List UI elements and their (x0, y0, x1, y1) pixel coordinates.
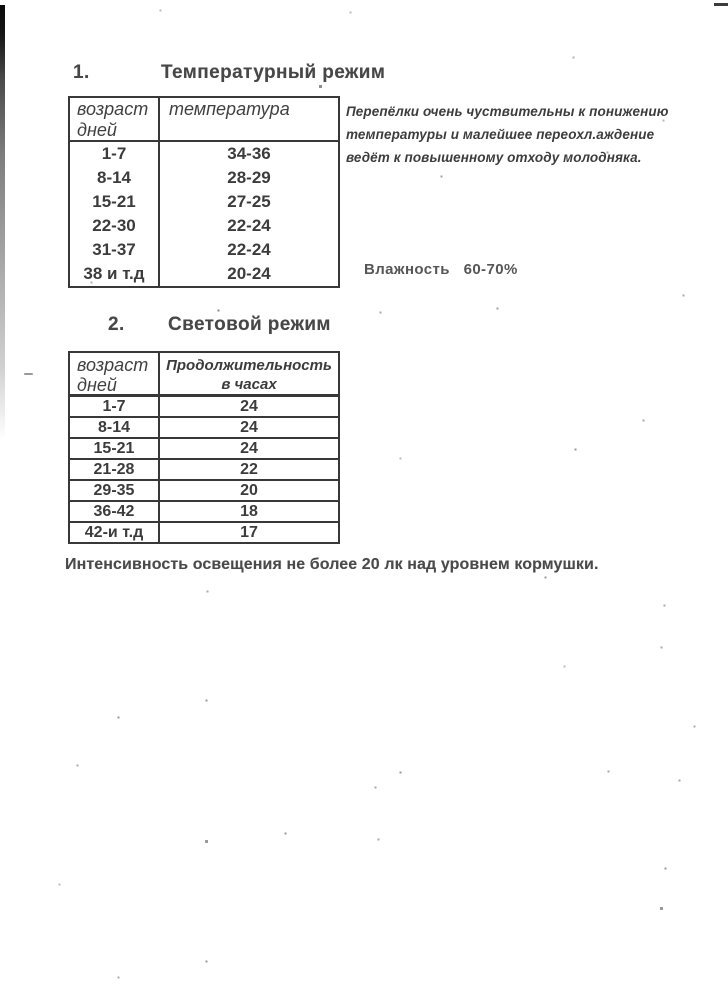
table-row (70, 502, 338, 523)
table-row (70, 166, 338, 190)
hours-cell: 20 (240, 482, 258, 499)
table-row (70, 460, 338, 481)
header-age-line2: дней (77, 120, 117, 140)
table-row (70, 439, 338, 460)
header-age-line1: возраст (77, 355, 149, 375)
hours-cell: 17 (240, 524, 258, 541)
hours-cell: 24 (240, 398, 258, 415)
quail-sensitivity-note (346, 100, 669, 169)
header-age-line1: возраст (77, 99, 149, 119)
table-row (70, 481, 338, 502)
scan-dash-artifact (714, 3, 728, 6)
age-cell: 31-37 (70, 238, 160, 262)
age-cell: 8-14 (70, 418, 160, 437)
hours-cell: 24 (240, 440, 258, 457)
header-duration-line1: Продолжительность (166, 357, 332, 374)
header-age-line2: дней (77, 375, 117, 395)
header-temp-label: температура (169, 99, 290, 119)
age-cell: 22-30 (70, 214, 160, 238)
table-row (70, 190, 338, 214)
hours-cell: 22 (240, 461, 258, 478)
table-row (70, 238, 338, 262)
temp-cell: 22-24 (227, 240, 271, 259)
section-1-title: Температурный режим (161, 62, 386, 83)
section-2-number: 2. (108, 314, 125, 335)
temperature-table-header-temp (160, 98, 338, 140)
light-table-header-duration (160, 353, 338, 394)
temp-cell: 22-24 (227, 216, 271, 235)
section-2-heading (0, 314, 728, 336)
age-cell: 1-7 (70, 142, 160, 166)
intensity-note: Интенсивность освещения не более 20 лк над уровнем кормушки. (65, 556, 599, 573)
age-cell: 38 и т.д (70, 262, 160, 286)
age-cell: 8-14 (70, 166, 160, 190)
temperature-table-header-row (70, 98, 338, 142)
scan-noise-speckles (0, 0, 1, 1)
light-table-header-row (70, 353, 338, 397)
note-line: ведёт к повышенному отходу молодняка. (346, 150, 642, 165)
age-cell: 15-21 (70, 439, 160, 458)
temp-cell: 28-29 (227, 168, 271, 187)
table-row (70, 262, 338, 286)
hours-cell: 18 (240, 503, 258, 520)
light-table-header-age (70, 353, 160, 394)
temperature-table-header-age (70, 98, 160, 140)
note-line: Перепёлки очень чуствительны к понижению (346, 104, 669, 119)
note-line: температуры и малейшее переохл.аждение (346, 127, 655, 142)
section-2-title: Световой режим (168, 314, 331, 335)
age-cell: 29-35 (70, 481, 160, 500)
temp-cell: 27-25 (227, 192, 271, 211)
age-cell: 21-28 (70, 460, 160, 479)
temp-cell: 20-24 (227, 264, 271, 283)
age-cell: 36-42 (70, 502, 160, 521)
table-row (70, 142, 338, 166)
table-row (70, 397, 338, 418)
table-row (70, 214, 338, 238)
scan-small-dash-artifact (24, 373, 33, 375)
age-cell: 1-7 (70, 397, 160, 416)
section-1-number: 1. (73, 62, 90, 83)
hours-cell: 24 (240, 419, 258, 436)
table-row (70, 523, 338, 542)
light-table (68, 351, 340, 544)
header-duration-line2: в часах (221, 376, 277, 393)
age-cell: 15-21 (70, 190, 160, 214)
table-row (70, 418, 338, 439)
temp-cell: 34-36 (227, 144, 271, 163)
age-cell: 42-и т.д (70, 523, 160, 542)
section-1-heading (0, 62, 728, 84)
humidity-note: Влажность 60-70% (364, 261, 518, 278)
temperature-table (68, 96, 340, 288)
